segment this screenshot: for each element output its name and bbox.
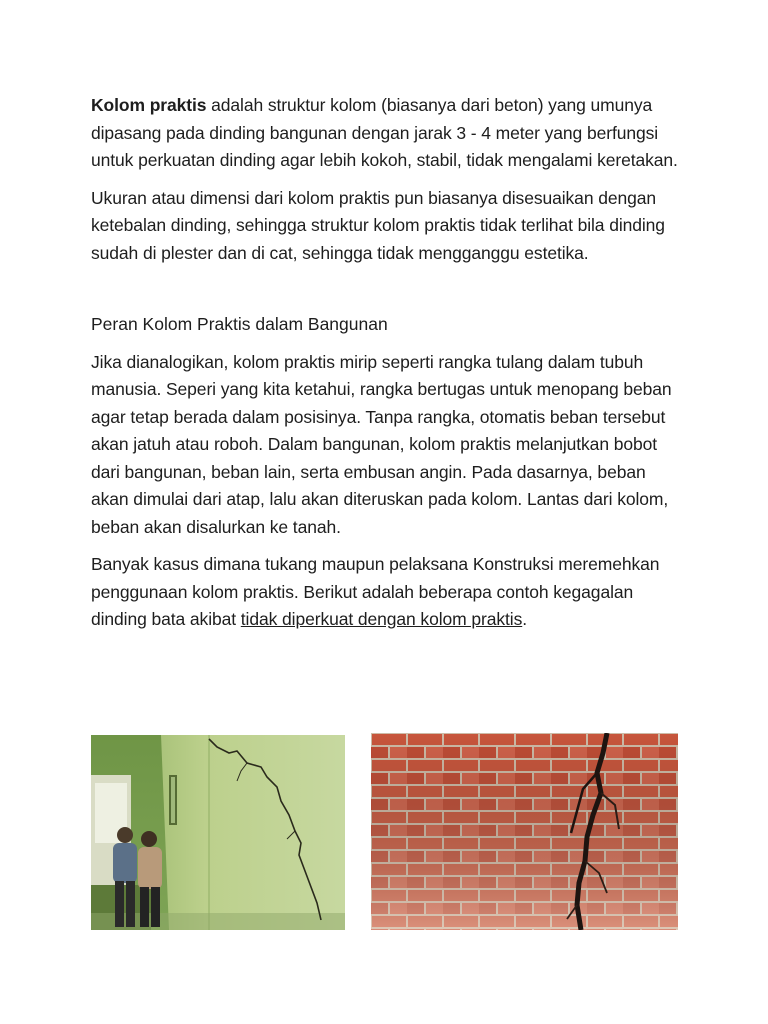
definition-text: adalah struktur kolom (biasanya dari beton) yang umunya dipasang pada dinding bangunan dengan jarak 3 - 4 meter yang berfungsi untuk perkuatan dinding agar lebih kokoh, stabil, tidak mengalami keretakan. <box>91 95 678 170</box>
document-page <box>91 92 681 644</box>
cases-text: Banyak kasus dimana tukang maupun pelaksana Konstruksi meremehkan penggunaan kolom praktis. Berikut adalah beberapa contoh kegagalan dinding bata akibat <box>91 554 660 629</box>
cracked-plaster-wall-photo <box>91 735 345 930</box>
cracked-brick-wall-photo <box>371 733 678 930</box>
cases-period: . <box>522 609 527 629</box>
paragraph-dimension: Ukuran atau dimensi dari kolom praktis pun biasanya disesuaikan dengan ketebalan dinding, sehingga struktur kolom praktis tidak terlihat bila dinding sudah di plester dan di cat, sehingga tidak mengganggu estetika. <box>91 187 665 263</box>
term-kolom-praktis: Kolom praktis <box>91 95 207 115</box>
paragraph-analogy: Jika dianalogikan, kolom praktis mirip seperti rangka tulang dalam tubuh manusia. Seperi yang kita ketahui, rangka bertugas untuk menopang beban agar tetap berada dalam posisinya. Tanpa rangka, otomatis beban tersebut akan jatuh atau roboh. Dalam bangunan, kolom praktis melanjutkan bobot dari bangunan, beban lain, serta embusan angin. Pada dasarnya, beban akan dimulai dari atap, lalu akan diteruskan pada kolom. Lantas dari kolom, beban akan disalurkan ke tanah. <box>91 351 672 537</box>
cracked-plaster-wall-icon <box>91 735 345 930</box>
section-heading: Peran Kolom Praktis dalam Bangunan <box>91 314 388 334</box>
paragraph-cases <box>91 551 681 634</box>
cracked-brick-wall-icon <box>371 733 678 930</box>
link-tidak-diperkuat[interactable]: tidak diperkuat dengan kolom praktis <box>240 609 523 629</box>
paragraph-definition <box>91 92 681 175</box>
